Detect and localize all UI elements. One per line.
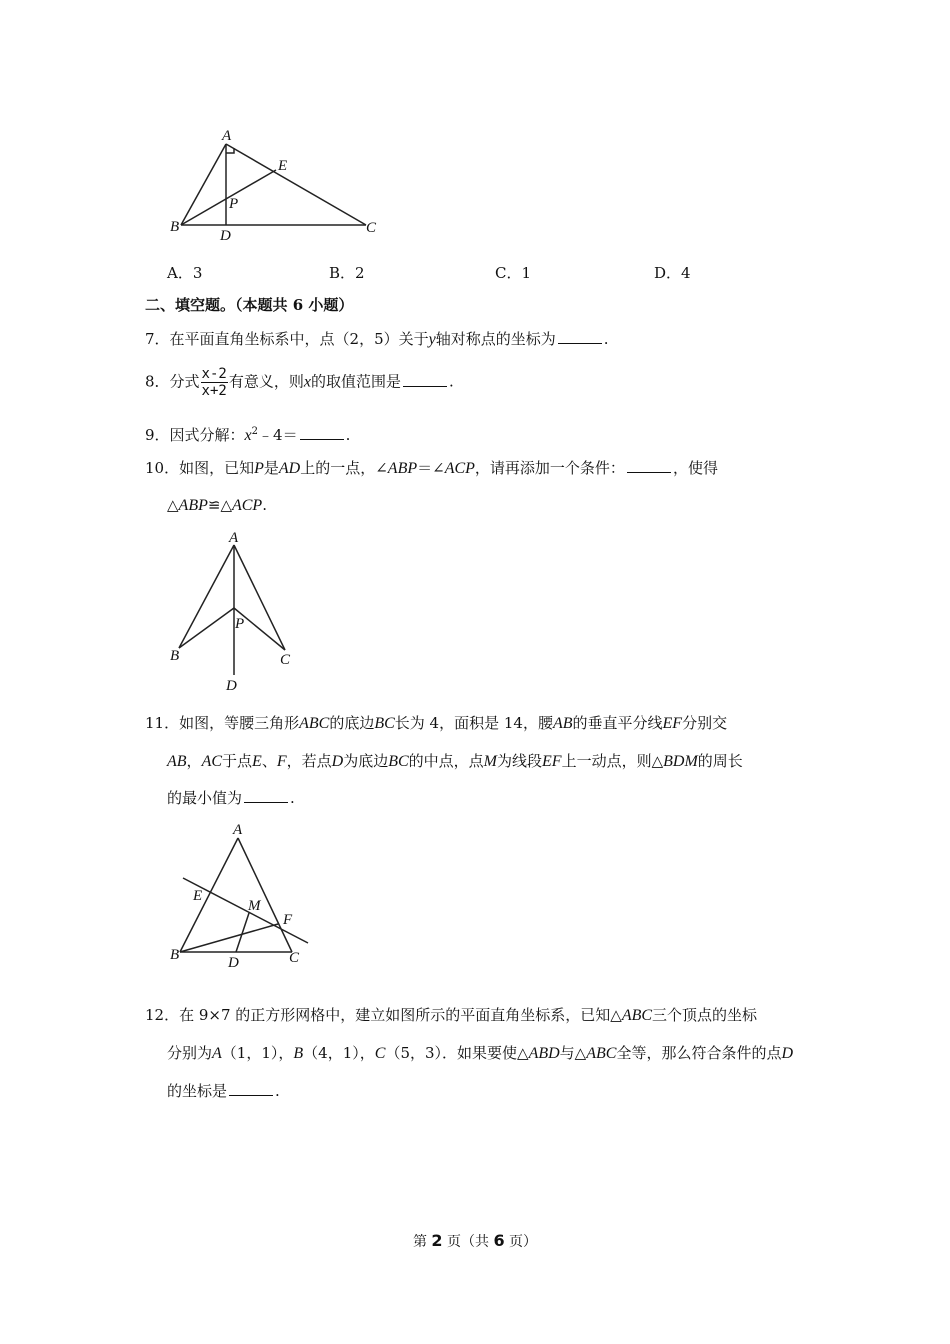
label-b: B [170, 648, 180, 664]
section-title: 二、填空题。（本题共 6 小题） [145, 296, 354, 314]
label-c: C [289, 950, 300, 966]
label-m: M [248, 898, 261, 914]
fraction: $\frac{x-2}{x+2}$ [201, 366, 227, 399]
segment-bf [180, 924, 278, 952]
question-11-line-3: 的最小值为 . [167, 789, 295, 807]
answer-blank [229, 1081, 273, 1096]
figure-q10 [165, 525, 305, 695]
question-12-line-2: 分别为A（1，1），B（4，1），C（5，3）．如果要使△ABD与△ABC全等，那么符合条件的点D [167, 1044, 794, 1062]
label-c: C [280, 652, 291, 668]
question-11-line-1: 11．如图，等腰三角形ABC的底边BC长为 4，面积是 14，腰AB的垂直平分线EF分别交 [145, 714, 728, 732]
label-d: D [220, 228, 231, 244]
answer-blank [558, 329, 602, 344]
choice-a: A．3 [167, 264, 203, 282]
answer-blank [244, 788, 288, 803]
answer-blank [403, 372, 447, 387]
segment-ac [238, 838, 292, 952]
label-c: C [366, 220, 377, 236]
segment-ab [179, 545, 234, 648]
answer-blank [627, 458, 671, 473]
segment-bp [179, 608, 234, 648]
label-p: P [229, 196, 239, 212]
segment-ac [226, 144, 366, 225]
label-b: B [170, 947, 180, 963]
label-b: B [170, 219, 180, 235]
answer-blank [300, 425, 344, 440]
question-11-line-2: AB，AC于点E、F，若点D为底边BC的中点，点M为线段EF上一动点，则△BDM的周长 [167, 752, 743, 770]
question-8: 8．分式 $\frac{x-2}{x+2}$ 有意义，则x的取值范围是 . [145, 366, 454, 399]
label-e: E [278, 158, 288, 174]
label-p: P [235, 616, 245, 632]
label-d: D [226, 678, 237, 694]
label-a: A [233, 822, 243, 838]
page-total: 6 [493, 1231, 505, 1250]
question-7: 7．在平面直角坐标系中，点（2，5）关于y轴对称点的坐标为 . [145, 330, 609, 348]
label-d: D [228, 955, 239, 971]
question-10-line-1: 10．如图，已知P是AD上的一点，∠ABP＝∠ACP，请再添加一个条件： ，使得 [145, 459, 718, 477]
label-a: A [229, 530, 239, 546]
page-footer: 第 2 页（共 6 页） [412, 1231, 538, 1250]
segment-ab [180, 838, 238, 952]
question-10-line-2: △ABP≌△ACP. [167, 496, 267, 514]
question-12-line-3: 的坐标是 . [167, 1082, 280, 1100]
question-9: 9．因式分解：$x^2﹣4=$ . [145, 426, 351, 444]
label-a: A [222, 128, 232, 144]
segment-ac [234, 545, 285, 650]
choice-b: B．2 [329, 264, 365, 282]
figure-q11 [165, 818, 325, 973]
choice-c: C．1 [495, 264, 532, 282]
segment-ab [181, 144, 226, 225]
choice-d: D．4 [654, 264, 691, 282]
label-f: F [283, 912, 293, 928]
question-12-line-1: 12．在 9×7 的正方形网格中，建立如图所示的平面直角坐标系，已知△ABC三个顶点的坐标 [145, 1006, 758, 1024]
figure-q6-triangle [160, 120, 400, 245]
page-number: 2 [431, 1231, 443, 1250]
label-e: E [193, 888, 203, 904]
